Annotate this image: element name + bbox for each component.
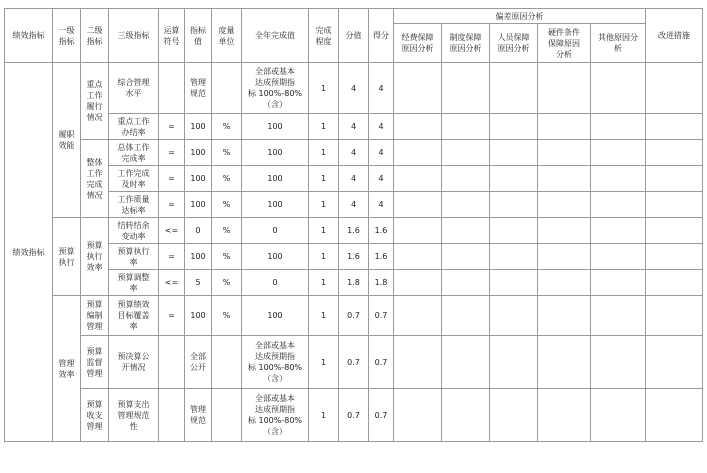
cell-completion-degree: 1: [309, 244, 339, 270]
header-score-value: 分值: [339, 9, 369, 63]
cell-score-value: 4: [339, 140, 369, 166]
cell-level3: 预算执行 率: [109, 244, 159, 270]
cell-dev-personnel: [490, 63, 538, 114]
cell-annual-completion: 100: [242, 114, 309, 140]
cell-annual-completion: 100: [242, 140, 309, 166]
cell-dev-funding: [394, 114, 442, 140]
header-operator: 运算 符号: [159, 9, 185, 63]
table-row: [5, 192, 703, 218]
cell-improvement: [646, 218, 703, 244]
cell-indicator-value: 全部 公开: [185, 336, 212, 389]
table-row: [5, 244, 703, 270]
cell-dev-funding: [394, 244, 442, 270]
cell-dev-hardware: [538, 63, 591, 114]
cell-perf-indicator: 绩效指标: [5, 63, 53, 442]
cell-dev-hardware: [538, 166, 591, 192]
cell-annual-completion: 全部或基本 达成预期指 标 100%-80% （含）: [242, 63, 309, 114]
cell-operator: <=: [159, 218, 185, 244]
cell-score: 1.8: [369, 270, 394, 296]
cell-score-value: 1.6: [339, 244, 369, 270]
cell-score: 1.6: [369, 244, 394, 270]
cell-dev-hardware: [538, 114, 591, 140]
cell-completion-degree: 1: [309, 270, 339, 296]
cell-annual-completion: 0: [242, 218, 309, 244]
cell-annual-completion: 100: [242, 192, 309, 218]
cell-dev-funding: [394, 336, 442, 389]
cell-level3: 预算支出 管理规范 性: [109, 389, 159, 442]
cell-dev-other: [591, 166, 646, 192]
cell-indicator-value: 管理 规范: [185, 389, 212, 442]
cell-completion-degree: 1: [309, 192, 339, 218]
cell-dev-personnel: [490, 244, 538, 270]
table-row: [5, 114, 703, 140]
cell-unit: [212, 389, 242, 442]
cell-score-value: 4: [339, 114, 369, 140]
cell-completion-degree: 1: [309, 166, 339, 192]
cell-dev-funding: [394, 218, 442, 244]
cell-score-value: 0.7: [339, 296, 369, 336]
cell-dev-system: [442, 389, 490, 442]
cell-dev-system: [442, 270, 490, 296]
header-improvement: 改进措施: [646, 9, 703, 63]
cell-dev-other: [591, 218, 646, 244]
cell-unit: %: [212, 270, 242, 296]
cell-completion-degree: 1: [309, 140, 339, 166]
cell-dev-hardware: [538, 270, 591, 296]
cell-unit: [212, 336, 242, 389]
cell-dev-hardware: [538, 192, 591, 218]
cell-dev-system: [442, 166, 490, 192]
header-dev-hardware: 硬件条件 保障原因 分析: [538, 24, 591, 63]
cell-indicator-value: 100: [185, 166, 212, 192]
header-dev-personnel: 人员保障 原因分析: [490, 24, 538, 63]
cell-dev-system: [442, 218, 490, 244]
table-row: [5, 218, 703, 244]
cell-level1-duty: 履职 效能: [53, 63, 81, 218]
cell-dev-system: [442, 114, 490, 140]
cell-score: 1.6: [369, 218, 394, 244]
cell-dev-other: [591, 63, 646, 114]
cell-operator: =: [159, 166, 185, 192]
cell-dev-personnel: [490, 270, 538, 296]
header-level3: 三级指标: [109, 9, 159, 63]
cell-unit: %: [212, 140, 242, 166]
cell-improvement: [646, 389, 703, 442]
cell-score: 4: [369, 192, 394, 218]
cell-dev-personnel: [490, 114, 538, 140]
cell-completion-degree: 1: [309, 63, 339, 114]
cell-dev-hardware: [538, 140, 591, 166]
cell-annual-completion: 0: [242, 270, 309, 296]
cell-improvement: [646, 192, 703, 218]
cell-completion-degree: 1: [309, 296, 339, 336]
cell-operator: [159, 336, 185, 389]
cell-dev-system: [442, 140, 490, 166]
cell-dev-other: [591, 244, 646, 270]
header-score: 得分: [369, 9, 394, 63]
cell-score: 4: [369, 140, 394, 166]
cell-completion-degree: 1: [309, 389, 339, 442]
cell-dev-system: [442, 244, 490, 270]
table-row: [5, 166, 703, 192]
cell-indicator-value: 100: [185, 140, 212, 166]
cell-score-value: 0.7: [339, 336, 369, 389]
cell-dev-personnel: [490, 192, 538, 218]
header-dev-other: 其他原因分 析: [591, 24, 646, 63]
cell-indicator-value: 5: [185, 270, 212, 296]
header-unit: 度量 单位: [212, 9, 242, 63]
cell-indicator-value: 管理 规范: [185, 63, 212, 114]
cell-annual-completion: 100: [242, 244, 309, 270]
cell-operator: <=: [159, 270, 185, 296]
cell-dev-hardware: [538, 244, 591, 270]
cell-operator: =: [159, 140, 185, 166]
cell-indicator-value: 100: [185, 296, 212, 336]
cell-unit: %: [212, 192, 242, 218]
header-completion-degree: 完成 程度: [309, 9, 339, 63]
cell-dev-other: [591, 336, 646, 389]
cell-level3: 预算调整 率: [109, 270, 159, 296]
cell-annual-completion: 全部或基本 达成预期指 标 100%-80% （含）: [242, 336, 309, 389]
header-annual-completion: 全年完成值: [242, 9, 309, 63]
cell-annual-completion: 100: [242, 166, 309, 192]
header-dev-funding: 经费保障 原因分析: [394, 24, 442, 63]
header-level2: 二级 指标: [81, 9, 109, 63]
cell-dev-other: [591, 140, 646, 166]
cell-score: 0.7: [369, 389, 394, 442]
cell-dev-personnel: [490, 296, 538, 336]
cell-unit: %: [212, 218, 242, 244]
cell-level3: 预算绩效 目标覆盖 率: [109, 296, 159, 336]
cell-dev-other: [591, 296, 646, 336]
cell-dev-funding: [394, 140, 442, 166]
cell-dev-funding: [394, 389, 442, 442]
cell-dev-other: [591, 389, 646, 442]
cell-annual-completion: 100: [242, 296, 309, 336]
table-row: [5, 389, 703, 442]
cell-level3: 综合管理 水平: [109, 63, 159, 114]
cell-operator: [159, 63, 185, 114]
cell-score: 4: [369, 114, 394, 140]
cell-dev-funding: [394, 166, 442, 192]
cell-indicator-value: 0: [185, 218, 212, 244]
cell-dev-personnel: [490, 218, 538, 244]
cell-improvement: [646, 270, 703, 296]
header-perf-indicator: 绩效指标: [5, 9, 53, 63]
header-deviation-analysis: 偏差原因分析: [394, 9, 646, 24]
cell-indicator-value: 100: [185, 114, 212, 140]
cell-completion-degree: 1: [309, 218, 339, 244]
cell-score-value: 4: [339, 192, 369, 218]
cell-operator: [159, 389, 185, 442]
cell-score: 0.7: [369, 336, 394, 389]
cell-unit: [212, 63, 242, 114]
cell-unit: %: [212, 114, 242, 140]
cell-improvement: [646, 166, 703, 192]
header-dev-system: 制度保障 原因分析: [442, 24, 490, 63]
cell-operator: =: [159, 192, 185, 218]
cell-dev-hardware: [538, 296, 591, 336]
cell-improvement: [646, 140, 703, 166]
cell-level1-budget-exec: 预算 执行: [53, 218, 81, 296]
cell-improvement: [646, 114, 703, 140]
cell-indicator-value: 100: [185, 192, 212, 218]
cell-dev-personnel: [490, 166, 538, 192]
cell-dev-funding: [394, 270, 442, 296]
cell-operator: =: [159, 296, 185, 336]
cell-dev-system: [442, 63, 490, 114]
cell-level1-mgmt-eff: 管理 效率: [53, 296, 81, 442]
cell-improvement: [646, 336, 703, 389]
cell-dev-other: [591, 270, 646, 296]
cell-indicator-value: 100: [185, 244, 212, 270]
cell-level3: 结转结余 变动率: [109, 218, 159, 244]
cell-score-value: 1.6: [339, 218, 369, 244]
cell-score-value: 0.7: [339, 389, 369, 442]
cell-dev-hardware: [538, 336, 591, 389]
cell-unit: %: [212, 166, 242, 192]
table-row: [5, 336, 703, 389]
cell-level2-budget-prep: 预算 编制 管理: [81, 296, 109, 336]
cell-dev-personnel: [490, 140, 538, 166]
cell-score: 4: [369, 166, 394, 192]
header-level1: 一级 指标: [53, 9, 81, 63]
cell-level3: 工作质量 达标率: [109, 192, 159, 218]
cell-dev-funding: [394, 192, 442, 218]
cell-level3: 工作完成 及时率: [109, 166, 159, 192]
cell-score: 4: [369, 63, 394, 114]
table-row: [5, 140, 703, 166]
cell-level2-budget-exec-eff: 预算 执行 效率: [81, 218, 109, 296]
cell-dev-system: [442, 336, 490, 389]
cell-dev-other: [591, 114, 646, 140]
cell-operator: =: [159, 244, 185, 270]
cell-dev-hardware: [538, 218, 591, 244]
cell-dev-other: [591, 192, 646, 218]
cell-score-value: 4: [339, 63, 369, 114]
cell-level2-budget-income-expense: 预算 收支 管理: [81, 389, 109, 442]
cell-level2-budget-supervision: 预算 监督 管理: [81, 336, 109, 389]
cell-improvement: [646, 296, 703, 336]
cell-score-value: 1.8: [339, 270, 369, 296]
cell-score-value: 4: [339, 166, 369, 192]
cell-improvement: [646, 244, 703, 270]
cell-unit: %: [212, 244, 242, 270]
cell-operator: =: [159, 114, 185, 140]
cell-dev-funding: [394, 63, 442, 114]
cell-completion-degree: 1: [309, 114, 339, 140]
cell-annual-completion: 全部或基本 达成预期指 标 100%-80% （含）: [242, 389, 309, 442]
table-row: [5, 63, 703, 114]
cell-dev-funding: [394, 296, 442, 336]
cell-score: 0.7: [369, 296, 394, 336]
cell-improvement: [646, 63, 703, 114]
cell-dev-personnel: [490, 389, 538, 442]
performance-table: [4, 8, 703, 442]
table-row: [5, 296, 703, 336]
cell-dev-system: [442, 192, 490, 218]
header-indicator-value: 指标 值: [185, 9, 212, 63]
cell-level2-key-work: 重点 工作 履行 情况: [81, 63, 109, 140]
table-row: [5, 270, 703, 296]
cell-completion-degree: 1: [309, 336, 339, 389]
cell-dev-system: [442, 296, 490, 336]
cell-dev-personnel: [490, 336, 538, 389]
cell-level3: 总体工作 完成率: [109, 140, 159, 166]
cell-dev-hardware: [538, 389, 591, 442]
cell-level2-overall-work: 整体 工作 完成 情况: [81, 140, 109, 218]
cell-level3: 预决算公 开情况: [109, 336, 159, 389]
cell-level3: 重点工作 办结率: [109, 114, 159, 140]
cell-unit: %: [212, 296, 242, 336]
